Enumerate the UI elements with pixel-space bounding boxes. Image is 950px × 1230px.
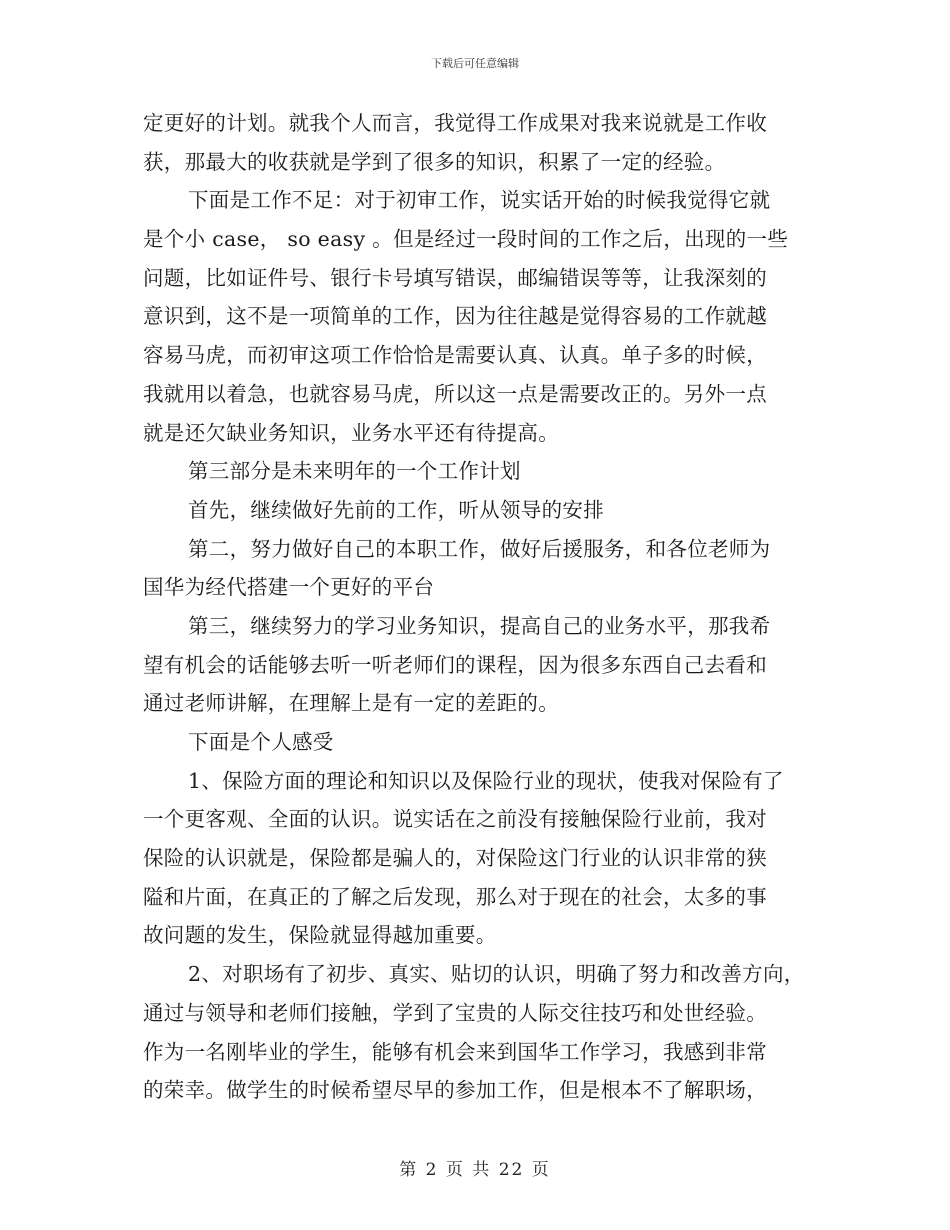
text-line: 下面是个人感受 (188, 730, 334, 754)
text-line: 2、对职场有了初步、真实、贴切的认识，明确了努力和改善方向， (188, 962, 805, 987)
text-line: 第三，继续努力的学习业务知识，提高自己的业务水平，那我希 (188, 613, 771, 638)
text-line: 的荣幸。做学生的时候希望尽早的参加工作，但是根本不了解职场， (143, 1078, 767, 1103)
text-line: 望有机会的话能够去听一听老师们的课程，因为很多东西自己去看和 (143, 652, 767, 677)
text-line: 保险的认识就是，保险都是骗人的，对保险这门行业的认识非常的狭 (143, 846, 767, 871)
document-body (143, 104, 823, 1110)
text-line: 首先，继续做好先前的工作，听从领导的安排 (188, 497, 604, 522)
page-number-footer: 第 2 页 共 22 页 (399, 1160, 551, 1180)
text-line: 国华为经代搭建一个更好的平台 (143, 575, 435, 600)
text-line: 第三部分是未来明年的一个工作计划 (188, 459, 521, 484)
text-line: 是个小 case， so easy 。但是经过一段时间的工作之后，出现的一些 (143, 227, 789, 252)
text-line: 问题，比如证件号、银行卡号填写错误，邮编错误等等，让我深刻的 (143, 265, 767, 290)
text-line: 第二，努力做好自己的本职工作，做好后援服务，和各位老师为 (188, 536, 771, 561)
text-line: 通过与领导和老师们接触，学到了宝贵的人际交往技巧和处世经验。 (143, 1000, 767, 1025)
page-header-note: 下载后可任意编辑 (431, 57, 519, 70)
text-line: 我就用以着急，也就容易马虎，所以这一点是需要改正的。另外一点 (143, 381, 767, 406)
text-line: 就是还欠缺业务知识，业务水平还有待提高。 (143, 420, 559, 445)
text-line: 1、保险方面的理论和知识以及保险行业的现状，使我对保险有了 (188, 768, 784, 793)
text-line: 故问题的发生，保险就显得越加重要。 (143, 923, 497, 948)
text-line: 容易马虎，而初审这项工作恰恰是需要认真、认真。单子多的时候， (143, 343, 767, 368)
text-line: 通过老师讲解，在理解上是有一定的差距的。 (143, 691, 559, 716)
text-line: 隘和片面，在真正的了解之后发现，那么对于现在的社会，太多的事 (143, 884, 767, 909)
text-line: 作为一名刚毕业的学生，能够有机会来到国华工作学习，我感到非常 (143, 1039, 767, 1064)
text-line: 获，那最大的收获就是学到了很多的知识，积累了一定的经验。 (143, 149, 726, 174)
text-line: 定更好的计划。就我个人而言，我觉得工作成果对我来说就是工作收 (143, 111, 767, 135)
text-line: 下面是工作不足：对于初审工作，说实话开始的时候我觉得它就 (188, 188, 771, 213)
text-line: 意识到，这不是一项简单的工作，因为往往越是觉得容易的工作就越 (143, 304, 767, 329)
text-line: 一个更客观、全面的认识。说实话在之前没有接触保险行业前，我对 (143, 807, 767, 832)
